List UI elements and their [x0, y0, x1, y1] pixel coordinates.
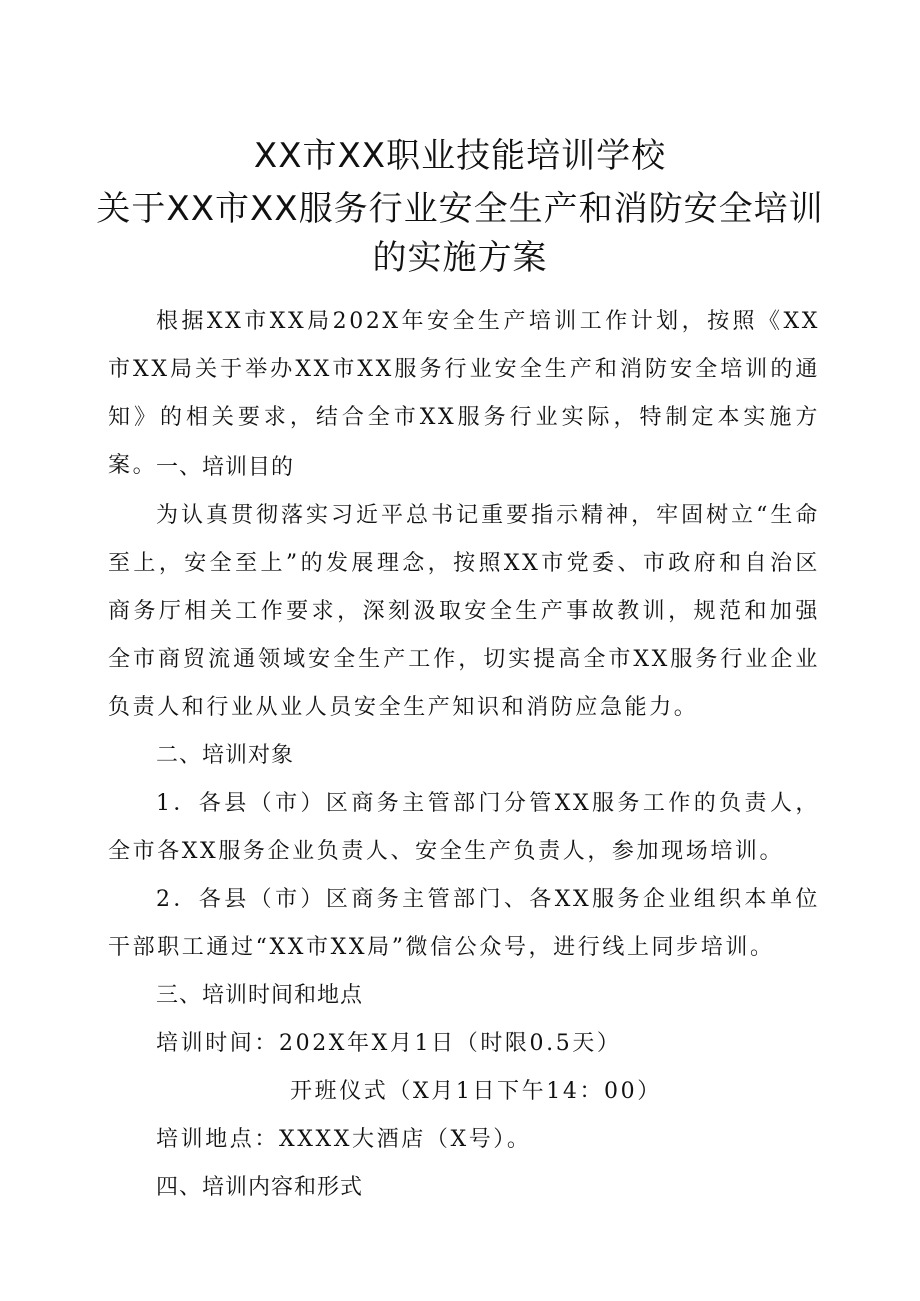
training-place: 培训地点：XXXX大酒店（X号）。	[156, 1127, 532, 1152]
document-title-line3: 的实施方案	[372, 238, 548, 278]
training-time: 培训时间：202X年X月1日（时限0.5天）	[156, 1031, 622, 1056]
section1-body: 为认真贯彻落实习近平总书记重要指示精神，牢固树立“生命至上，安全至上”的发展理念，按照XX市党委、市政府和自治区商务厅相关工作要求，深刻汲取安全生产事故教训，规范和加强全市商贸流通领域安全生产工作，切实提高全市XX服务行业企业负责人和行业从业人员安全生产知识和消防应急能力。	[108, 503, 820, 720]
section4-heading: 四、培训内容和形式	[156, 1175, 364, 1200]
section2-item1: 1．各县（市）区商务主管部门分管XX服务工作的负责人，全市各XX服务企业负责人、安全生产负责人，参加现场培训。	[108, 791, 820, 864]
section2-heading: 二、培训对象	[156, 743, 295, 768]
section2-item2: 2．各县（市）区商务主管部门、各XX服务企业组织本单位干部职工通过“XX市XX局”微信公众号，进行线上同步培训。	[108, 887, 820, 960]
document-title-line1: XX市XX职业技能培训学校	[253, 136, 667, 176]
opening-ceremony: 开班仪式（X月1日下午14：00）	[290, 1079, 662, 1104]
intro-paragraph: 根据XX市XX局202X年安全生产培训工作计划，按照《XX市XX局关于举办XX市XX服务行业安全生产和消防安全培训的通知》的相关要求，结合全市XX服务行业实际，特制定本实施方案。	[108, 309, 820, 478]
section1-heading: 一、培训目的	[156, 455, 295, 480]
section3-heading: 三、培训时间和地点	[156, 983, 364, 1008]
document-title-line2: 关于XX市XX服务行业安全生产和消防安全培训	[96, 189, 824, 229]
